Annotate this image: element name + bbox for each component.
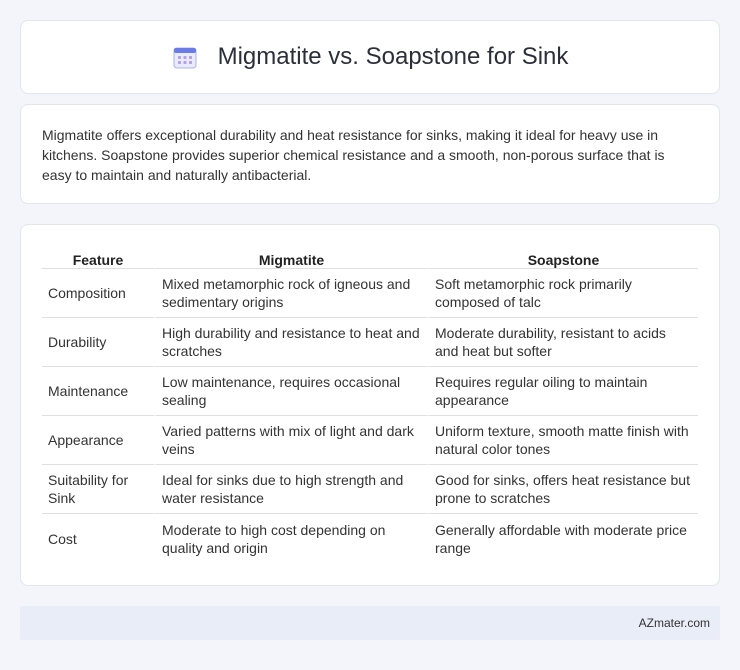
- table-row: [42, 269, 698, 318]
- feature-cell: Cost: [48, 530, 77, 547]
- soapstone-cell: Good for sinks, offers heat resistance but prone to scratches: [427, 465, 698, 514]
- soapstone-cell: Requires regular oiling to maintain appearance: [427, 367, 698, 416]
- title-card: [20, 20, 720, 94]
- header-migmatite: Migmatite: [154, 245, 427, 269]
- table-header-row: [42, 245, 698, 269]
- header-feature: Feature: [42, 245, 154, 269]
- migmatite-cell: High durability and resistance to heat and scratches: [154, 318, 427, 367]
- footer: [20, 606, 720, 640]
- table-row: [42, 465, 698, 514]
- feature-cell: Suitability for Sink: [42, 465, 154, 514]
- migmatite-cell: Varied patterns with mix of light and dark veins: [154, 416, 427, 465]
- migmatite-cell: Mixed metamorphic rock of igneous and sedimentary origins: [154, 269, 427, 318]
- footer-site-link[interactable]: AZmater.com: [638, 616, 710, 630]
- table-row: [42, 416, 698, 465]
- migmatite-cell: Low maintenance, requires occasional sealing: [154, 367, 427, 416]
- migmatite-cell: Ideal for sinks due to high strength and water resistance: [154, 465, 427, 514]
- table-row: [42, 367, 698, 416]
- title-wrap: [172, 43, 569, 71]
- intro-card: [20, 104, 720, 204]
- table-row: [42, 318, 698, 367]
- soapstone-cell: Soft metamorphic rock primarily composed of talc: [427, 269, 698, 318]
- feature-cell: Durability: [42, 318, 154, 367]
- feature-cell: Maintenance: [42, 367, 154, 416]
- soapstone-cell: Uniform texture, smooth matte finish with natural color tones: [427, 416, 698, 465]
- comparison-card: [20, 224, 720, 586]
- calendar-icon: [172, 44, 198, 70]
- migmatite-cell: Moderate to high cost depending on quality and origin: [154, 514, 427, 563]
- feature-cell: Appearance: [42, 416, 154, 465]
- soapstone-cell: Generally affordable with moderate price range: [427, 514, 698, 563]
- comparison-table: [42, 245, 698, 563]
- feature-cell: Composition: [42, 269, 154, 318]
- table-row: [42, 514, 698, 563]
- page-title: Migmatite vs. Soapstone for Sink: [217, 43, 569, 70]
- intro-paragraph: Migmatite offers exceptional durability and heat resistance for sinks, making it ideal for heavy use in kitchens. Soapstone provides superior chemical resistance and a smooth, non-porous surface that is easy to maintain and naturally antibacterial.: [42, 127, 665, 183]
- soapstone-cell: Moderate durability, resistant to acids and heat but softer: [427, 318, 698, 367]
- header-soapstone: Soapstone: [427, 245, 698, 269]
